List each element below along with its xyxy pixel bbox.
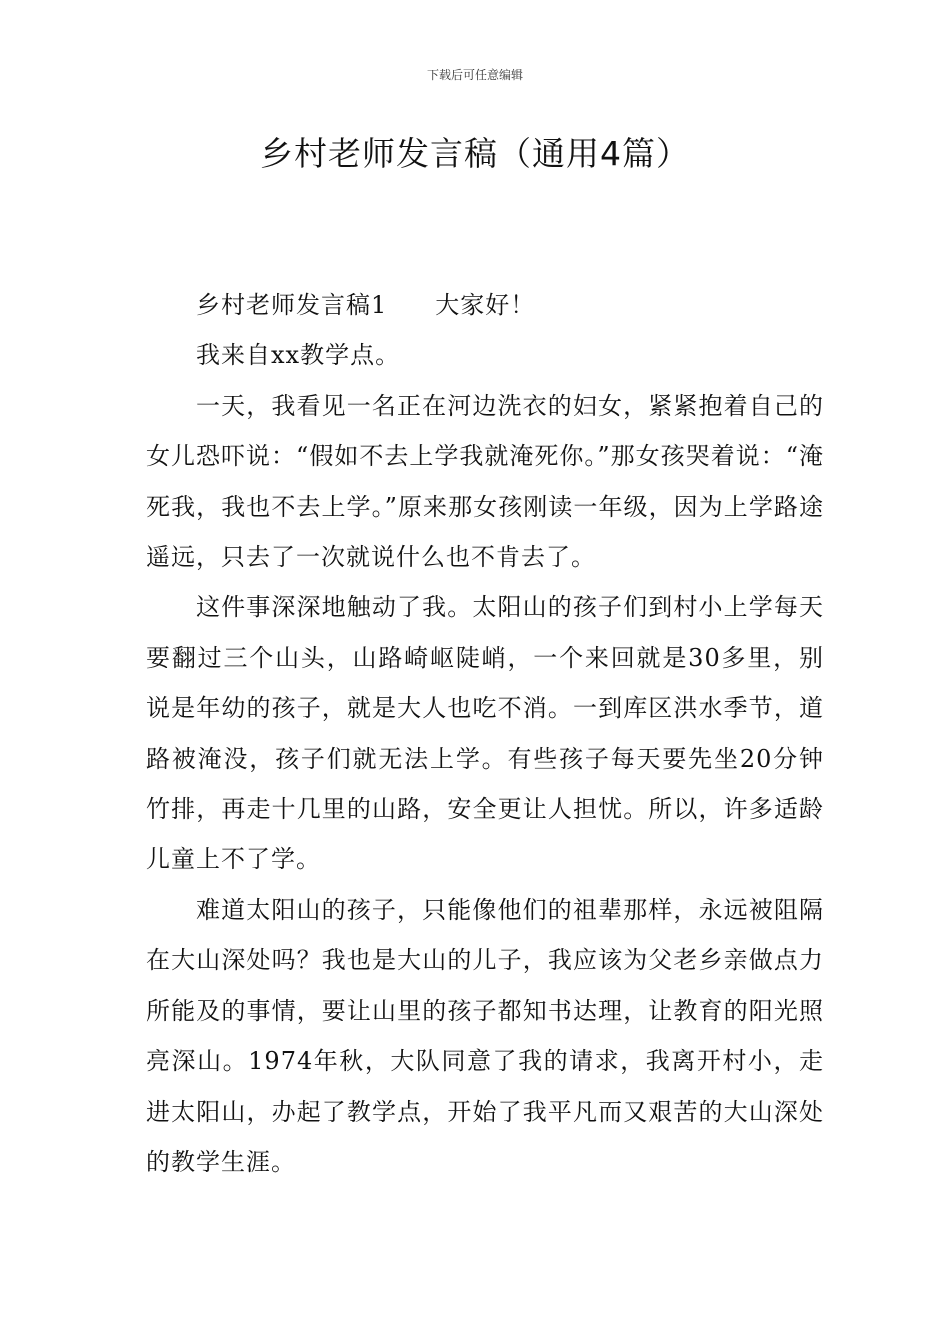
page-header-note: 下载后可任意编辑 — [426, 68, 523, 82]
paragraph-1: 我来自xx教学点。 — [196, 341, 401, 370]
paragraph-3: 这件事深深地触动了我。太阳山的孩子们到村小上学每天要翻过三个山头，山路崎岖陡峭，一个来回就是30多里，别说是年幼的孩子，就是大人也吃不消。一到库区洪水季节，道路被淹没，孩子们就无法上学。有些孩子每天要先坐20分钟竹排，再走十几里的山路，安全更让人担忧。所以，许多适龄儿童上不了学。 — [146, 593, 824, 874]
paragraph-4: 难道太阳山的孩子，只能像他们的祖辈那样，永远被阻隔在大山深处吗？我也是大山的儿子，我应该为父老乡亲做点力所能及的事情，要让山里的孩子都知书达理，让教育的阳光照亮深山。1974年秋，大队同意了我的请求，我离开村小，走进太阳山，办起了教学点，开始了我平凡而又艰苦的大山深处的教学生涯。 — [146, 895, 824, 1176]
paragraph-2: 一天，我看见一名正在河边洗衣的妇女，紧紧抱着自己的女儿恐吓说：“假如不去上学我就淹死你。”那女孩哭着说：“淹死我，我也不去上学。”原来那女孩刚读一年级，因为上学路途遥远，只去了一次就说什么也不肯去了。 — [146, 391, 824, 572]
section-heading-line — [146, 280, 824, 330]
greeting: 大家好！ — [435, 291, 536, 319]
document-body — [146, 280, 824, 1187]
document-title: 乡村老师发言稿（通用4篇） — [260, 134, 690, 173]
section-heading: 乡村老师发言稿1 — [196, 291, 388, 319]
